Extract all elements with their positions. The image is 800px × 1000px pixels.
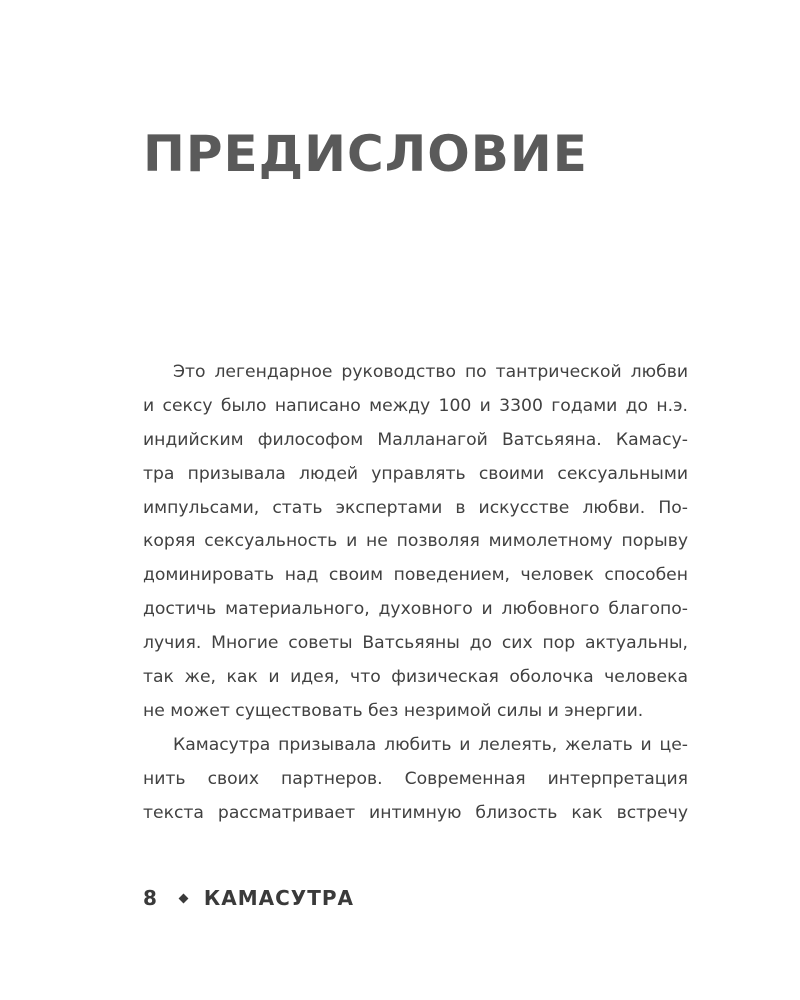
text-line: лучия. Многие советы Ватсьяяны до сих пор актуальны, [143, 633, 688, 654]
page-number: 8 [143, 886, 158, 910]
text-line: и сексу было написано между 100 и 3300 годами до н.э. [143, 395, 688, 416]
text-line: коряя сексуальность и не позволяя мимолетному порыву [143, 531, 688, 552]
text-line: так же, как и идея, что физическая оболочка человека [143, 667, 688, 688]
text-line: тра призывала людей управлять своими сексуальными [143, 463, 688, 484]
body-text [143, 356, 688, 830]
text-line: индийским философом Малланагой Ватсьяяна. Камасу- [143, 429, 688, 450]
chapter-heading: ПРЕДИСЛОВИЕ [143, 125, 588, 183]
text-line: достичь материального, духовного и любовного благопо- [143, 599, 688, 620]
text-line: нить своих партнеров. Современная интерпретация [143, 768, 688, 789]
text-line: импульсами, стать экспертами в искусстве любви. По- [143, 497, 688, 518]
text-line: текста рассматривает интимную близость как встречу [143, 802, 688, 823]
page-footer [143, 880, 354, 916]
text-line: доминировать над своим поведением, человек способен [143, 565, 688, 586]
text-line: Камасутра призывала любить и лелеять, желать и це- [173, 734, 688, 755]
text-line: Это легендарное руководство по тантрической любви [173, 362, 688, 382]
diamond-separator-icon [178, 893, 188, 903]
running-title: КАМАСУТРА [203, 886, 355, 910]
text-line: не может существовать без незримой силы и энергии. [143, 700, 644, 721]
